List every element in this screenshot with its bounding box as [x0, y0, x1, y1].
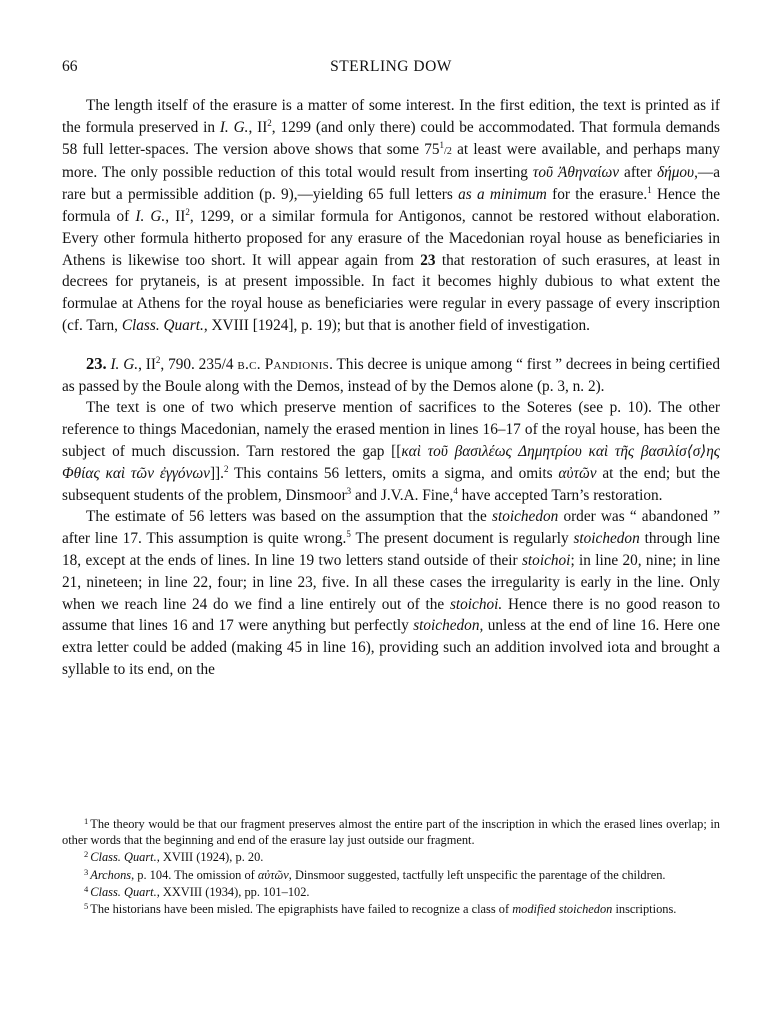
text: that restoration of such erasures, at least in decrees for prytaneis, is at present impossible. In fact it becomes highly dubious to what extent the formulae at Athens for the royal house as beneficiaries were regular in every passage of every inscription (cf. Tarn, — [62, 251, 720, 334]
text: at the end; but the subsequent students of the problem, Dinsmoor — [62, 464, 721, 504]
text: , XVIII [1924], p. 19); but that is another field of investigation. — [203, 316, 591, 334]
fraction-denominator: /2 — [444, 145, 452, 157]
paragraph-stoichedon — [62, 506, 720, 680]
superscript: 2 — [155, 354, 161, 365]
text: The text is one of two which preserve mention of sacrifices to the Soteres (see p. 10). The other reference to things Macedonian, namely the erased mention in lines 16–17 of the royal house, has been the subject of much discussion. Tarn restored the gap [[ — [62, 399, 720, 460]
text: The length itself of the erasure is a matter of some interest. In the first edition, the text is printed as if the formula preserved in — [62, 97, 720, 136]
footnote-text: The historians have been misled. The epigraphists have failed to recognize a class of — [90, 902, 513, 917]
footnotes — [62, 816, 720, 918]
tribe-name: Pandionis — [264, 355, 330, 373]
greek-text: δήμου — [657, 164, 695, 182]
text: for the erasure. — [546, 186, 648, 204]
footnote-1 — [62, 816, 720, 848]
greek-text: καὶ τοῦ βασιλέως Δημητρίου καὶ τῆς βασιλίσ⟨σ⟩ης Φθίας καὶ τῶν ἐγγόνων — [62, 442, 720, 482]
footnote-2 — [62, 849, 720, 865]
text: order was “ abandoned ” after line 17. This assumption is quite wrong. — [62, 508, 720, 548]
text: This contains 56 letters, omits a sigma, and omits — [228, 464, 559, 482]
main-text — [62, 95, 720, 681]
text: ]]. — [209, 464, 224, 482]
text: ; in line 20, nine; in line 21, nineteen; in line 22, four; in line 23, five. In all these cases the irregularity is early in the line. Only when we reach line 24 do we find a line entirely out of the — [62, 551, 721, 613]
paragraph-soteres — [62, 397, 720, 506]
entry-reference: 23 — [420, 251, 436, 269]
page-number: 66 — [62, 58, 78, 75]
text: , II — [165, 207, 186, 225]
superscript: 2 — [267, 117, 272, 128]
footnote-number: 3 — [84, 866, 89, 877]
entry-23-heading-paragraph — [62, 353, 720, 398]
text: have accepted Tarn’s restoration. — [457, 486, 663, 504]
footnote-text: The theory would be that our fragment preserves almost the entire part of the inscription in which the erased lines overlap; in other words that the beginning and end of the erasure lay just outside our fragment. — [62, 817, 720, 848]
book-title: Archons — [90, 867, 132, 882]
text: Hence there is no good reason to assume that lines 16 and 17 were anything but perfectly — [62, 595, 720, 635]
technical-term: stoichoi — [521, 551, 571, 569]
footnote-ref[interactable]: 1 — [647, 185, 652, 196]
text: , 1299, or a similar formula for Antigonos, cannot be restored without elaboration. Every other formula hitherto proposed for any erasure of the Macedonian royal house as beneficiaries in Athens is likewise too short. It will appear again from — [62, 207, 720, 269]
footnote-ref[interactable]: 3 — [346, 485, 352, 496]
text: , 1299 (and only there) could be accommodated. That formula demands 58 full letter-spaces. The version above shows that some 75 — [62, 118, 720, 158]
technical-term: stoichedon, — [413, 617, 484, 635]
citation-ig: I. G. — [219, 118, 249, 136]
text: ,—a rare but a permissible addition (p. 9),—yielding 65 full letters — [62, 164, 721, 204]
footnote-text: , p. 104. The omission of — [131, 867, 258, 882]
paragraph-erasure-length — [62, 95, 720, 337]
footnote-text: , XXVIII (1934), pp. 101–102. — [156, 884, 310, 899]
text: at least were available, and perhaps many more. The only possible reduction of this total would result from inserting — [62, 140, 721, 182]
superscript: 2 — [185, 206, 190, 217]
footnote-number: 5 — [84, 901, 89, 912]
text: . This decree is unique among “ first ” decrees in being certified as passed by the Boule along with the Demos, instead of by the Demos alone (p. 3, n. 2). — [62, 355, 720, 395]
emphasis: as a minimum — [458, 186, 547, 204]
journal-title: Class. Quart. — [90, 884, 157, 899]
citation-ig: I. G. — [110, 355, 139, 373]
greek-text: αὐτῶν — [558, 464, 597, 482]
text: The estimate of 56 letters was based on the assumption that the — [86, 508, 492, 526]
text: , 790. 235/4 — [160, 355, 238, 373]
text: unless at the end of line 16. Here one extra letter could be added (making 45 in line 16), providing such an addition involved iota and brought a syllable to its end, on the — [62, 617, 720, 678]
footnote-number: 2 — [84, 849, 89, 860]
footnote-text: , Dinsmoor suggested, tactfully left unspecific the parentage of the children. — [288, 867, 666, 882]
page-header — [62, 58, 720, 80]
footnote-ref[interactable]: 5 — [346, 529, 351, 540]
technical-term: modified stoichedon — [512, 902, 613, 917]
footnote-ref[interactable]: 4 — [453, 485, 458, 496]
text: , II — [248, 118, 268, 136]
running-head: STERLING DOW — [330, 58, 452, 75]
footnote-4 — [62, 884, 720, 900]
footnote-5 — [62, 901, 720, 917]
technical-term: stoichoi. — [449, 595, 503, 613]
text: and J.V.A. Fine, — [351, 486, 454, 504]
era-label: b.c. — [237, 355, 261, 373]
journal-title: Class. Quart. — [121, 316, 204, 334]
footnote-number: 4 — [84, 883, 89, 894]
technical-term: stoichedon — [492, 508, 559, 526]
footnote-number: 1 — [84, 816, 89, 826]
greek-text: αὐτῶν — [257, 867, 289, 882]
text: through line 18, except at the ends of lines. In line 19 two letters stand outside of their — [62, 530, 720, 569]
greek-text: τοῦ Ἀθηναίων — [532, 164, 620, 182]
text: after — [619, 164, 658, 182]
technical-term: stoichedon — [573, 530, 640, 548]
text: Hence the formula of — [62, 186, 721, 225]
text: The present document is regularly — [350, 530, 574, 548]
footnote-text: , XVIII (1924), p. 20. — [156, 850, 264, 865]
footnote-text: inscriptions. — [612, 902, 677, 917]
journal-title: Class. Quart. — [90, 850, 157, 865]
fraction-numerator: 1 — [439, 139, 445, 150]
citation-ig: I. G. — [135, 207, 166, 225]
entry-number: 23. — [86, 353, 107, 373]
text: , II — [138, 355, 156, 373]
footnote-ref[interactable]: 2 — [223, 463, 229, 474]
footnote-3 — [62, 867, 720, 883]
